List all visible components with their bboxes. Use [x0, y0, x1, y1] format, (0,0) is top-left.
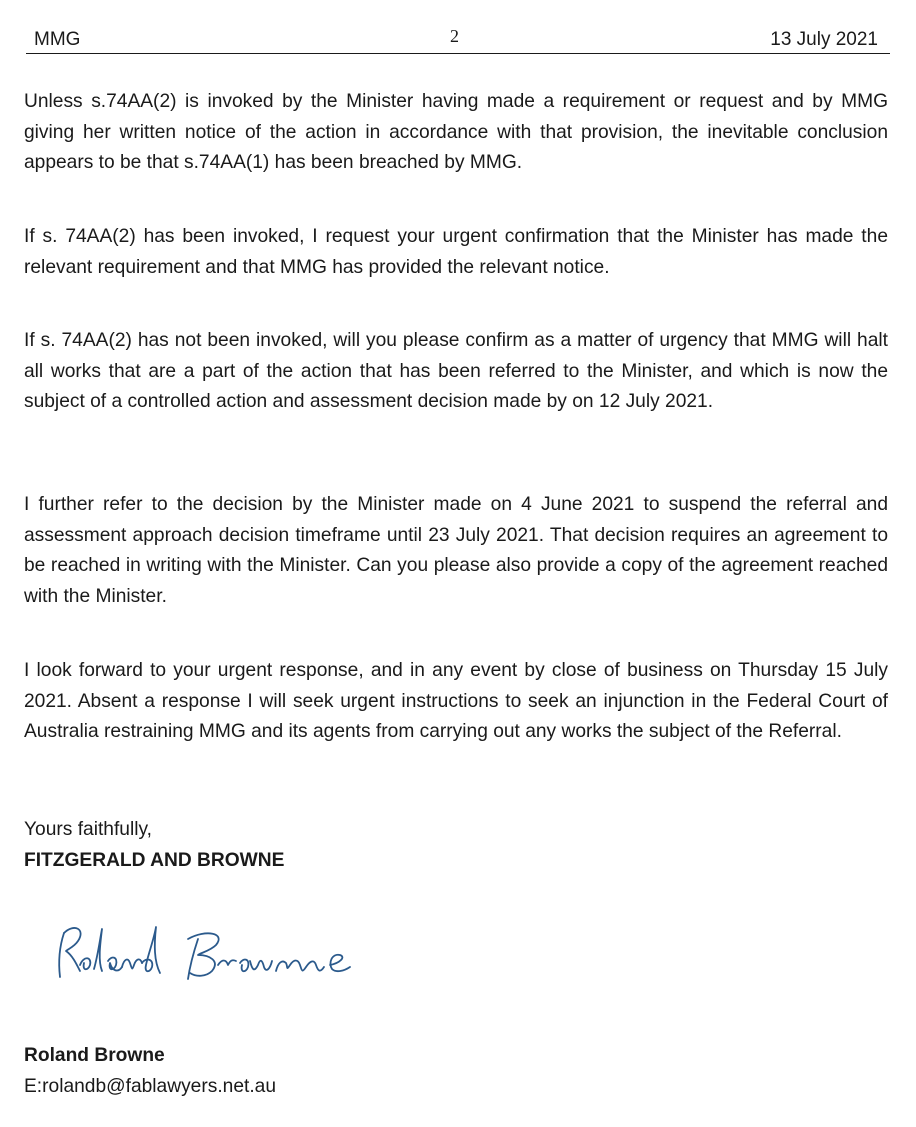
page-header: [26, 26, 890, 54]
header-date: 13 July 2021: [770, 29, 878, 50]
header-recipient: MMG: [34, 29, 81, 50]
paragraph-1: Unless s.74AA(2) is invoked by the Minister having made a requirement or request and by MMG giving her written notice of the action in accordance with that provision, the inevitable conclusion appears to be that s.74AA(1) has been breached by MMG.: [24, 91, 888, 173]
page-number: 2: [450, 26, 459, 46]
signatory-name: Roland Browne: [24, 1045, 165, 1066]
paragraph-5: I look forward to your urgent response, and in any event by close of business on Thursday 15 July 2021. Absent a response I will seek urgent instructions to seek an injunction in the Federal Court of Australia restraining MMG and its agents from carrying out any works the subject of the Referral.: [24, 660, 888, 742]
closing-block: [24, 815, 284, 876]
signoff-block: [24, 1041, 276, 1102]
firm-name: FITZGERALD AND BROWNE: [24, 849, 285, 871]
signatory-email[interactable]: E:rolandb@fablawyers.net.au: [24, 1075, 277, 1097]
paragraph-4: I further refer to the decision by the Minister made on 4 June 2021 to suspend the referral and assessment approach decision timeframe until 23 July 2021. That decision requires an agreement to be reached in writing with the Minister. Can you please also provide a copy of the agreement reached with the Minister.: [24, 494, 888, 607]
paragraph-3: If s. 74AA(2) has not been invoked, will you please confirm as a matter of urgency that MMG will halt all works that are a part of the action that has been referred to the Minister, and which is now the subject of a controlled action and assessment decision made by on 12 July 2021.: [24, 330, 888, 412]
salutation: Yours faithfully,: [24, 819, 152, 840]
handwritten-signature: [50, 915, 360, 995]
paragraph-2: If s. 74AA(2) has been invoked, I request your urgent confirmation that the Minister has made the relevant requirement and that MMG has provided the relevant notice.: [24, 226, 888, 278]
